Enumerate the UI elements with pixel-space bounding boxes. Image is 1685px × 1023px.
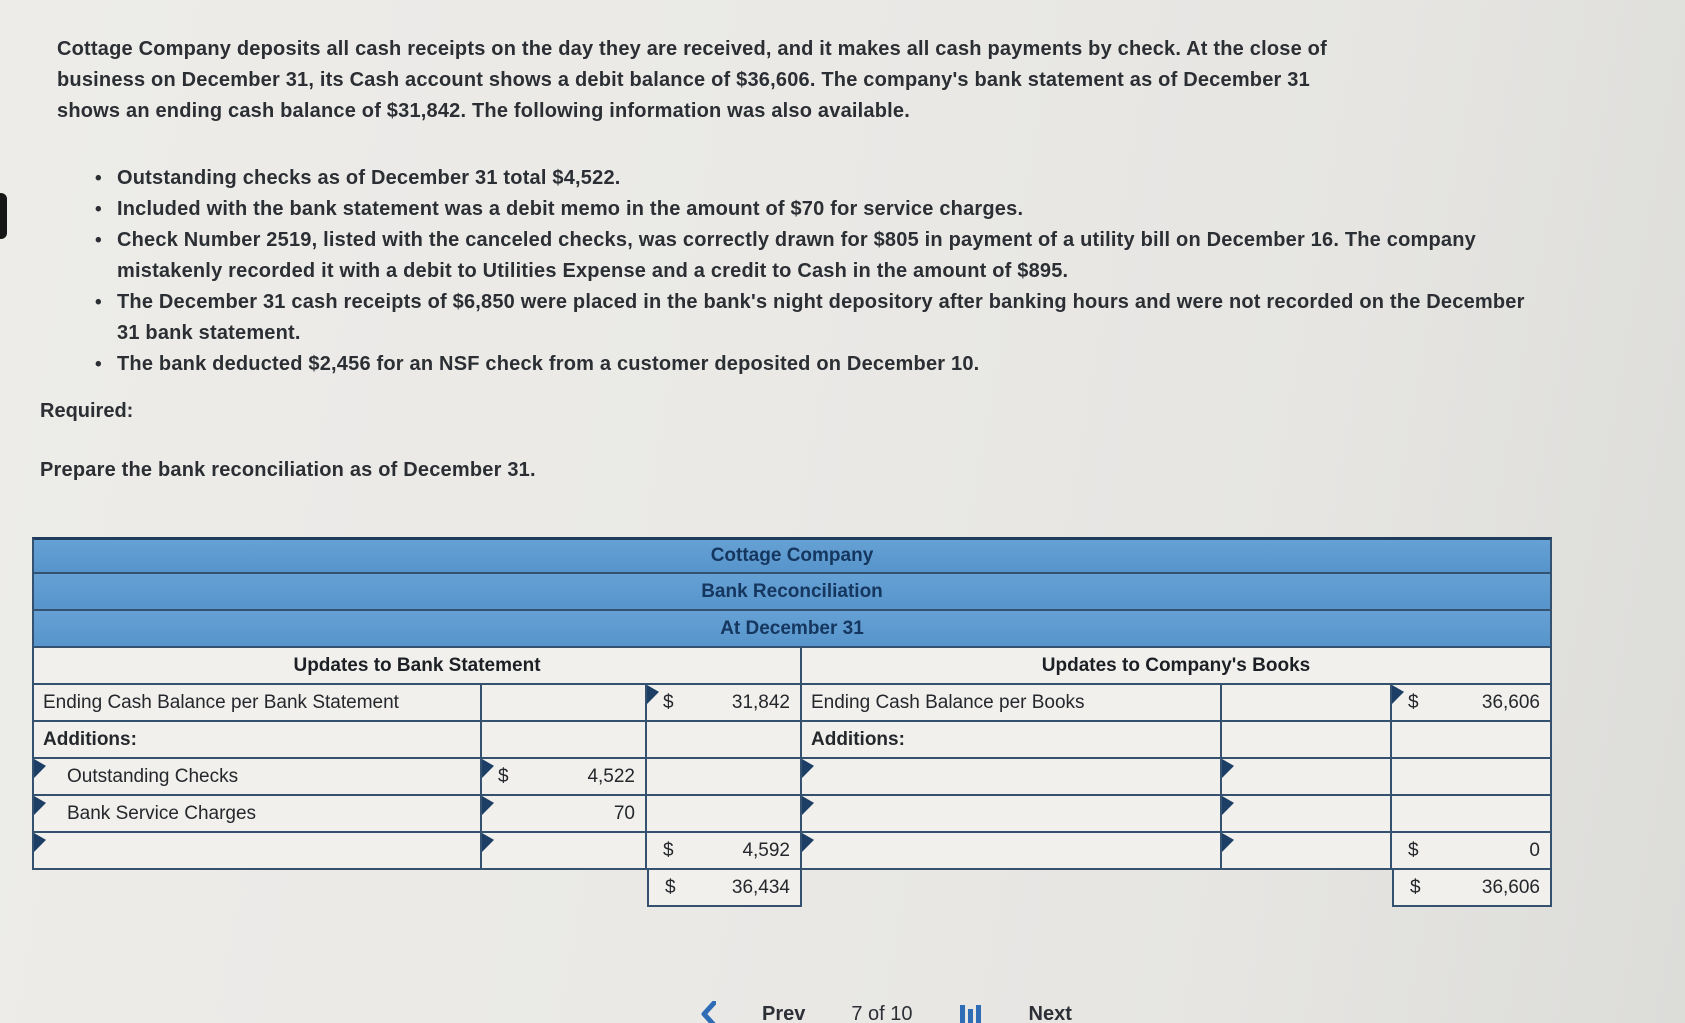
grid-view-icon[interactable] [959, 1001, 983, 1023]
books-addition-amount-input[interactable] [1222, 796, 1392, 833]
bullet-text: Check Number 2519, listed with the canceled checks, was correctly drawn for $805 in payment of a utility bill on December 16. The company mistakenly recorded it with a debit to Utilities Expense and a credit to Cash in the amount of $895. [117, 229, 1476, 282]
section-header-bank: Updates to Bank Statement [32, 648, 802, 685]
bank-reconciliation-table [32, 537, 1552, 907]
empty-area [482, 870, 647, 907]
problem-statement [57, 34, 1557, 127]
currency-symbol: $ [1408, 839, 1419, 861]
required-label: Required: [40, 400, 134, 422]
additions-right-label-cell: Additions: [802, 722, 1222, 759]
outstanding-checks-label-cell[interactable]: Outstanding Checks [32, 759, 482, 796]
empty-cell [647, 759, 802, 796]
bank-service-charges-amount-cell[interactable] [482, 796, 647, 833]
bank-service-charges-label-cell[interactable]: Bank Service Charges [32, 796, 482, 833]
books-addition-label-input[interactable] [802, 759, 1222, 796]
books-addition-label-input[interactable] [802, 833, 1222, 870]
bullet-text: The December 31 cash receipts of $6,850 were placed in the bank's night depository after banking hours and were not recorded on the December 31 bank statement. [117, 291, 1525, 344]
problem-line: shows an ending cash balance of $31,842. The following information was also available. [57, 100, 910, 122]
bullet-item [95, 225, 1540, 287]
bank-addition-label-input[interactable] [32, 833, 482, 870]
next-button[interactable]: Next [1028, 1003, 1072, 1023]
empty-cell [482, 722, 647, 759]
outstanding-checks-value: 4,522 [587, 765, 635, 787]
bullet-item [95, 163, 1540, 194]
pagination-bar [700, 1001, 1072, 1023]
bank-balance-total-cell[interactable] [647, 685, 802, 722]
empty-cell [1222, 722, 1392, 759]
books-subtotal-value: 0 [1529, 839, 1540, 861]
books-addition-amount-input[interactable] [1222, 759, 1392, 796]
prev-button[interactable]: Prev [762, 1003, 806, 1023]
outstanding-checks-amount-cell[interactable] [482, 759, 647, 796]
table-title-date: At December 31 [32, 611, 1552, 648]
bank-final-total-value: 36,434 [731, 876, 790, 898]
empty-area [1222, 870, 1392, 907]
bullet-text: The bank deducted $2,456 for an NSF check from a customer deposited on December 10. [117, 353, 980, 375]
currency-symbol: $ [498, 765, 509, 787]
books-final-total-cell [1392, 870, 1552, 907]
section-header-books: Updates to Company's Books [802, 648, 1552, 685]
bank-balance-amount-cell [482, 685, 647, 722]
books-balance-label-cell: Ending Cash Balance per Books [802, 685, 1222, 722]
table-title-report: Bank Reconciliation [32, 574, 1552, 611]
bank-service-charges-value: 70 [613, 802, 635, 824]
empty-cell [1392, 759, 1552, 796]
empty-cell [647, 796, 802, 833]
currency-symbol: $ [663, 691, 674, 713]
bank-subtotal-cell [647, 833, 802, 870]
bank-subtotal-value: 4,592 [742, 839, 790, 861]
empty-cell [1392, 722, 1552, 759]
bullet-item [95, 194, 1540, 225]
books-subtotal-cell [1392, 833, 1552, 870]
currency-symbol: $ [1410, 876, 1421, 898]
books-final-total-value: 36,606 [1481, 876, 1540, 898]
bullet-list [95, 163, 1540, 380]
bank-balance-total-value: 31,842 [731, 691, 790, 713]
currency-symbol: $ [663, 839, 674, 861]
books-balance-amount-cell [1222, 685, 1392, 722]
page-indicator: 7 of 10 [851, 1003, 913, 1023]
empty-area [802, 870, 1222, 907]
screen-edge-artifact [0, 193, 7, 239]
bullet-text: Outstanding checks as of December 31 total $4,522. [117, 167, 621, 189]
additions-left-label-cell: Additions: [32, 722, 482, 759]
table-title-company: Cottage Company [32, 537, 1552, 574]
prev-chevron-icon[interactable] [700, 1001, 716, 1023]
empty-cell [1392, 796, 1552, 833]
bullet-text: Included with the bank statement was a debit memo in the amount of $70 for service charges. [117, 198, 1024, 220]
books-addition-label-input[interactable] [802, 796, 1222, 833]
books-balance-total-value: 36,606 [1481, 691, 1540, 713]
books-addition-amount-input[interactable] [1222, 833, 1392, 870]
currency-symbol: $ [665, 876, 676, 898]
problem-line: Cottage Company deposits all cash receipts on the day they are received, and it makes all cash payments by check. At the close of [57, 38, 1327, 60]
currency-symbol: $ [1408, 691, 1419, 713]
bank-balance-label-cell: Ending Cash Balance per Bank Statement [32, 685, 482, 722]
bank-addition-amount-input[interactable] [482, 833, 647, 870]
bullet-item [95, 287, 1540, 349]
bank-final-total-cell [647, 870, 802, 907]
required-instruction: Prepare the bank reconciliation as of December 31. [40, 459, 536, 481]
empty-area [32, 870, 482, 907]
bullet-item [95, 349, 1540, 380]
books-balance-total-cell[interactable] [1392, 685, 1552, 722]
empty-cell [647, 722, 802, 759]
problem-line: business on December 31, its Cash account shows a debit balance of $36,606. The company's bank statement as of December 31 [57, 69, 1310, 91]
